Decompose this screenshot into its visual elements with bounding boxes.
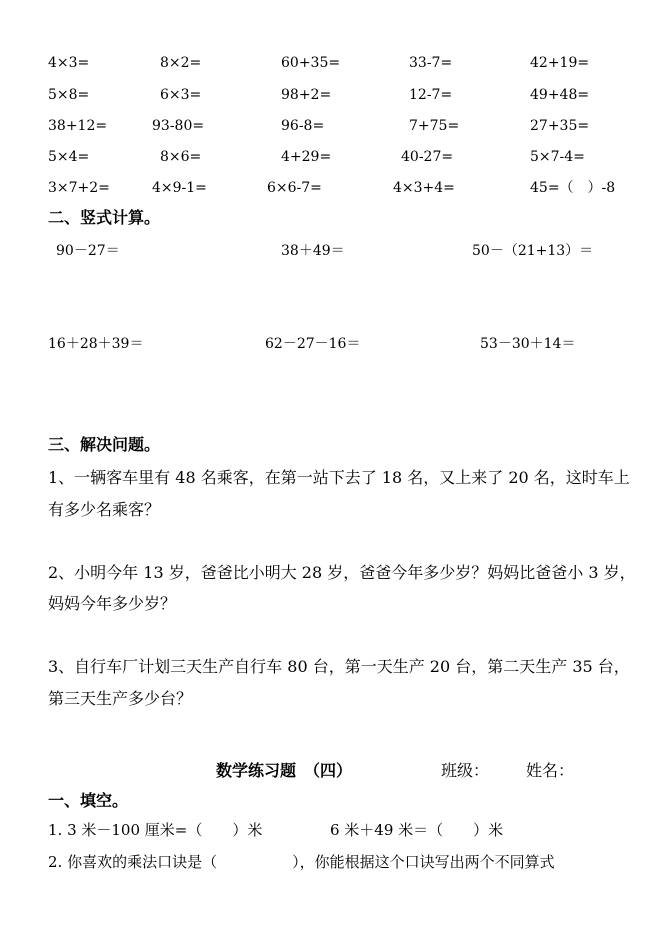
calc-item: 4×9-1= <box>152 180 207 196</box>
vertical-problem: 62－27－16＝ <box>265 336 361 352</box>
exercise-title: 数学练习题 （四） <box>216 761 353 780</box>
calc-item: 4×3+4= <box>393 180 455 196</box>
calc-item: 98+2= <box>281 87 332 103</box>
section-heading-fill: 一、填空。 <box>48 791 129 810</box>
fill-question-2: 2. 你喜欢的乘法口诀是（ ），你能根据这个口诀写出两个不同算式 <box>48 853 555 871</box>
problem-2-line-2: 妈妈今年多少岁？ <box>48 594 177 613</box>
calc-item: 3×7+2= <box>48 180 110 196</box>
calc-item: 5×4= <box>48 149 90 165</box>
calc-row <box>0 56 662 74</box>
section-heading-vertical: 二、竖式计算。 <box>48 208 161 227</box>
calc-item: 5×7-4= <box>530 149 585 165</box>
calc-item: 27+35= <box>530 118 590 134</box>
calc-item: 5×8= <box>48 87 90 103</box>
problem-1-line-1: 1、一辆客车里有 48 名乘客，在第一站下去了 18 名，又上来了 20 名，这时车上 <box>48 468 630 487</box>
calc-item: 33-7= <box>409 55 453 71</box>
class-label: 班级： <box>441 761 490 780</box>
problem-2-line-1: 2、小明今年 13 岁，爸爸比小明大 28 岁，爸爸今年多少岁？妈妈比爸爸小 3 岁， <box>48 563 636 582</box>
vertical-problem: 16＋28＋39＝ <box>48 336 144 352</box>
calc-row <box>0 119 662 137</box>
calc-row <box>0 150 662 168</box>
section-heading-problems: 三、解决问题。 <box>48 435 161 454</box>
calc-item: 4×3= <box>48 55 90 71</box>
calc-item: 4+29= <box>281 149 332 165</box>
calc-item: 93-80= <box>152 118 205 134</box>
calc-item: 12-7= <box>409 87 453 103</box>
calc-item: 8×2= <box>160 55 202 71</box>
calc-item: 6×6-7= <box>267 180 322 196</box>
problem-3-line-2: 第三天生产多少台？ <box>48 689 193 708</box>
name-label: 姓名： <box>526 761 575 780</box>
vertical-problem: 38＋49＝ <box>281 243 345 259</box>
vertical-problem: 53－30＋14＝ <box>480 336 576 352</box>
vertical-problem: 90－27＝ <box>56 243 120 259</box>
calc-item: 7+75= <box>409 118 460 134</box>
problem-1-line-2: 有多少名乘客？ <box>48 500 161 519</box>
calc-item: 6×3= <box>160 87 202 103</box>
calc-item: 60+35= <box>281 55 341 71</box>
calc-item: 38+12= <box>48 118 108 134</box>
problem-3-line-1: 3、自行车厂计划三天生产自行车 80 台，第一天生产 20 台，第二天生产 35 台， <box>48 657 630 676</box>
calc-item: 8×6= <box>160 149 202 165</box>
calc-item: 45=（ ）-8 <box>530 180 616 196</box>
calc-row <box>0 181 662 199</box>
fill-question-1b: 6 米＋49 米＝（ ）米 <box>330 821 504 839</box>
calc-item: 42+19= <box>530 55 590 71</box>
vertical-problem: 50－（21+13）＝ <box>472 243 594 259</box>
calc-row <box>0 88 662 106</box>
calc-item: 40-27= <box>401 149 454 165</box>
fill-question-1a: 1. 3 米－100 厘米=（ ）米 <box>48 821 263 839</box>
calc-item: 49+48= <box>530 87 590 103</box>
calc-item: 96-8= <box>281 118 325 134</box>
